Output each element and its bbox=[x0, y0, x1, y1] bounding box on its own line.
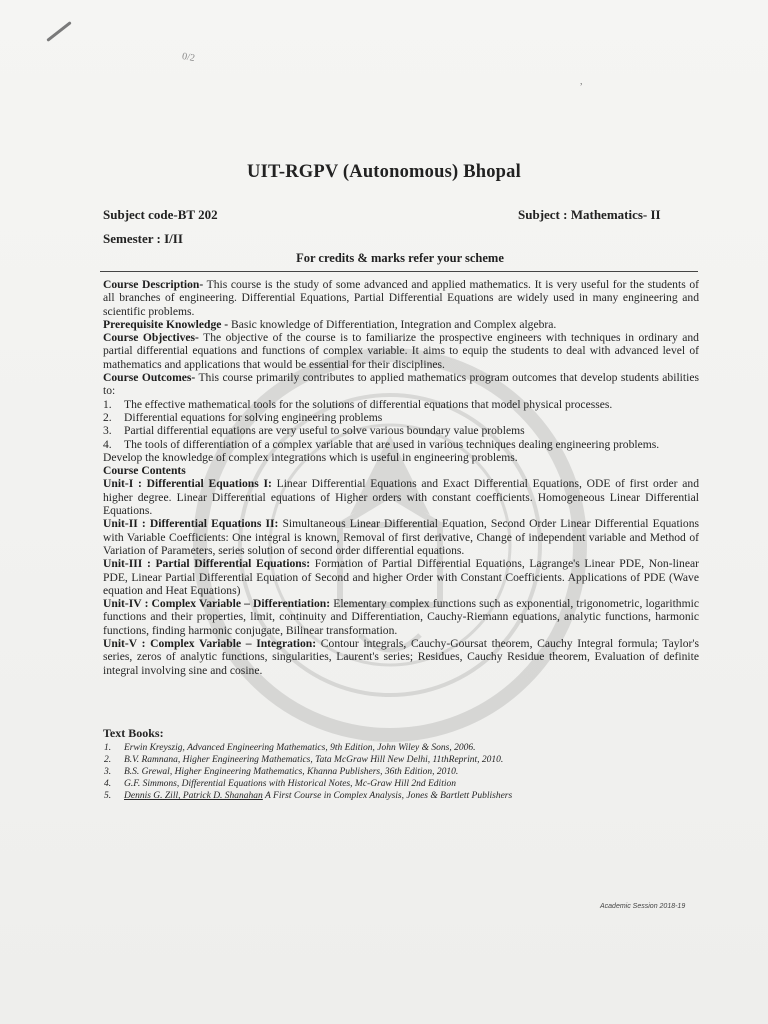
course-contents-heading bbox=[103, 464, 699, 477]
book-text: Erwin Kreyszig, Advanced Engineering Mathematics, 9th Edition, John Wiley & Sons, 2006. bbox=[124, 743, 476, 753]
list-number: 4. bbox=[103, 437, 112, 451]
unit-4 bbox=[103, 597, 699, 637]
book-text: B.S. Grewal, Higher Engineering Mathematics, Khanna Publishers, 36th Edition, 2010. bbox=[124, 767, 459, 777]
book-authors: Dennis G. Zill, Patrick D. Shanahan bbox=[124, 791, 263, 801]
unit-text: Formation of Partial Differential Equations, Lagrange's Linear PDE, Non-linear PDE, Linear Partial Differential Equation of Second and higher Order with Constant Coefficients. Applications of PDE (Wave equation and Heat Equations) bbox=[103, 557, 699, 597]
objectives-text: The objective of the course is to familiarize the prospective engineers with techniques in ordinary and partial differential equations and functions of complex variable. It aims to equip the students to deal with advanced level of mathematics and applications that would be essential for their disciplines. bbox=[103, 331, 699, 371]
list-number: 1. bbox=[103, 397, 112, 411]
book-number: 4. bbox=[104, 779, 112, 789]
subject-code: Subject code-BT 202 bbox=[103, 207, 218, 222]
syllabus-body bbox=[103, 278, 699, 677]
list-number: 2. bbox=[103, 410, 112, 424]
unit-text: Simultaneous Linear Differential Equation, Second Order Linear Differential Equations with Variable Coefficients: One integral is known, Removal of first derivative, Change of independent variable and Method of Variation of Parameters, series solution of second order differential equations. bbox=[103, 517, 700, 557]
subject-name: Subject : Mathematics- II bbox=[518, 207, 661, 222]
unit-2 bbox=[103, 517, 699, 557]
page-title: UIT-RGPV (Autonomous) Bhopal bbox=[247, 162, 521, 182]
list-text: The effective mathematical tools for the solutions of differential equations that model physical processes. bbox=[124, 397, 613, 411]
unit-label: Unit-III : Partial Differential Equations: bbox=[103, 557, 311, 571]
book-item bbox=[103, 790, 703, 802]
book-item bbox=[103, 742, 703, 754]
unit-3 bbox=[103, 557, 699, 597]
objectives-label: Course Objectives- bbox=[103, 331, 199, 345]
list-item bbox=[103, 438, 699, 451]
course-contents-label: Course Contents bbox=[103, 464, 186, 478]
course-description-label: Course Description- bbox=[103, 278, 204, 291]
book-text: G.F. Simmons, Differential Equations with Historical Notes, Mc-Graw Hill 2nd Edition bbox=[124, 779, 456, 789]
text-books-heading: Text Books: bbox=[103, 726, 164, 740]
book-number: 3. bbox=[104, 767, 112, 777]
book-number: 1. bbox=[104, 743, 112, 753]
unit-1 bbox=[103, 477, 699, 517]
unit-5 bbox=[103, 637, 699, 677]
unit-label: Unit-V : Complex Variable – Integration: bbox=[103, 637, 317, 651]
outcomes-closing: Develop the knowledge of complex integrations which is useful in engineering problems. bbox=[103, 450, 518, 464]
book-text: B.V. Ramnana, Higher Engineering Mathematics, Tata McGraw Hill New Delhi, 11thReprint, 2010. bbox=[124, 755, 504, 765]
course-description-text: This course is the study of some advanced and applied mathematics. It is very useful for the students of all branches of engineering. Differential Equations, Partial Differential Equations are widely used in many engineering and scientific problems. bbox=[103, 278, 699, 318]
list-item bbox=[103, 398, 699, 411]
book-text: A First Course in Complex Analysis, Jones & Bartlett Publishers bbox=[262, 791, 513, 801]
unit-text: Linear Differential Equations and Exact Differential Equations, ODE of first order and higher degree. Linear Differential equations of Higher orders with constant coefficients. Homogeneous Linear Differential Equations. bbox=[103, 477, 699, 518]
text-books bbox=[103, 726, 703, 802]
prerequisite-label: Prerequisite Knowledge - bbox=[103, 317, 229, 331]
paper-speck: , bbox=[580, 76, 583, 87]
academic-session: Academic Session 2018-19 bbox=[600, 903, 686, 910]
text-books-list bbox=[103, 742, 703, 802]
header-divider bbox=[100, 271, 698, 272]
unit-label: Unit-I : Differential Equations I: bbox=[103, 477, 272, 491]
list-text: Differential equations for solving engineering problems bbox=[124, 410, 383, 424]
outcomes-list bbox=[103, 398, 699, 451]
list-item bbox=[103, 411, 699, 424]
prerequisite-text: Basic knowledge of Differentiation, Integration and Complex algebra. bbox=[228, 317, 557, 331]
course-description bbox=[103, 278, 699, 318]
book-number: 2. bbox=[104, 755, 112, 765]
list-number: 3. bbox=[103, 424, 112, 438]
unit-label: Unit-II : Differential Equations II: bbox=[103, 517, 279, 531]
staple-mark bbox=[46, 21, 71, 42]
book-item bbox=[103, 766, 703, 778]
outcomes-text: This course primarily contributes to applied mathematics program outcomes that develop students abilities to: bbox=[103, 371, 699, 398]
course-outcomes bbox=[103, 371, 699, 398]
semester: Semester : I/II bbox=[103, 231, 183, 246]
list-text: The tools of differentiation of a complex variable that are used in various techniques dealing engineering problems. bbox=[124, 437, 660, 451]
unit-label: Unit-IV : Complex Variable – Differentiation: bbox=[103, 597, 331, 611]
credits-note: For credits & marks refer your scheme bbox=[296, 251, 504, 265]
book-item bbox=[103, 754, 703, 766]
course-objectives bbox=[103, 331, 699, 371]
list-item bbox=[103, 424, 699, 437]
book-number: 5. bbox=[104, 791, 112, 801]
list-text: Partial differential equations are very useful to solve various boundary value problems bbox=[124, 424, 525, 438]
unit-text: Contour integrals, Cauchy-Goursat theorem, Cauchy Integral formula; Taylor's series, zeros of analytic functions, singularities, Laurent's series; Residues, Cauchy Residue theorem, Evaluation of definite integral involving sine and cosine. bbox=[103, 637, 699, 677]
unit-text: Elementary complex functions such as exponential, trigonometric, logarithmic functions and their properties, limit, continuity and Differentiation, Cauchy-Riemann equations, analytic functions, harmonic functions, finding harmonic conjugate, Bilinear transformation. bbox=[103, 597, 699, 637]
book-item bbox=[103, 778, 703, 790]
handwritten-note: 0/2 bbox=[181, 50, 196, 65]
prerequisite bbox=[103, 318, 699, 331]
outcomes-label: Course Outcomes- bbox=[103, 371, 196, 385]
